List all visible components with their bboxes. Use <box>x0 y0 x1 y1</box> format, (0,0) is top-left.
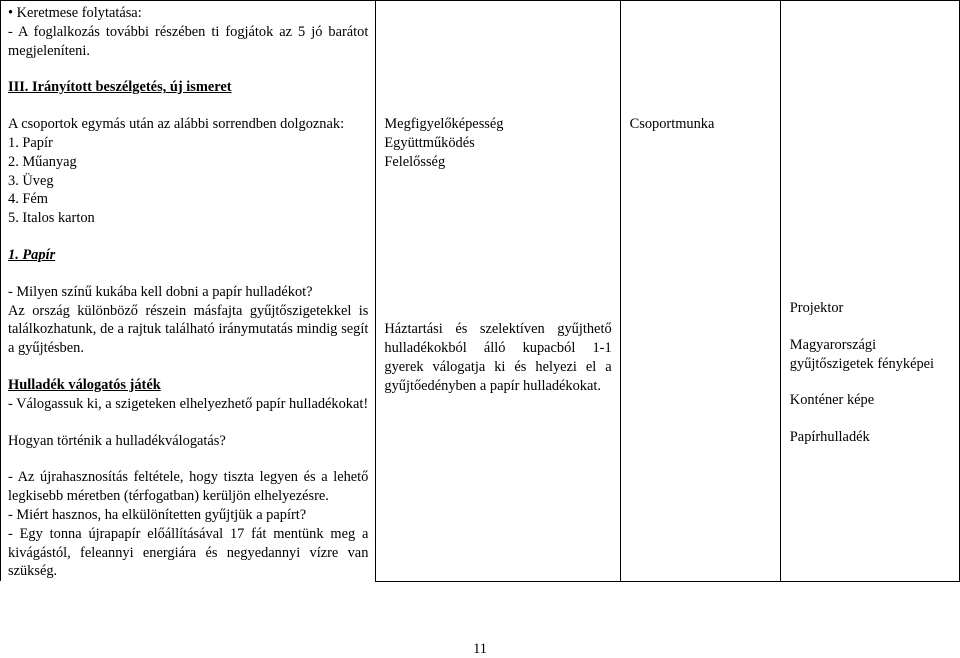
table-row <box>1 1 960 582</box>
tools-cell <box>780 1 959 582</box>
list-item: 2. Műanyag <box>8 153 77 170</box>
bullet-text: - A foglalkozás további részében ti fogjátok az 5 jó barátot megjeleníteni. <box>8 23 369 59</box>
competence-item: Felelősség <box>384 153 446 170</box>
page-number: 11 <box>473 641 487 657</box>
answer-text: - Egy tonna újrapapír előállításával 17 fát mentünk meg a kivágástól, feleannyi energiára és negyedannyi vízre van szükség. <box>8 525 369 580</box>
question-text: - Miért hasznos, ha elkülönítetten gyűjtjük a papírt? <box>8 506 307 523</box>
question-text: - Milyen színű kukába kell dobni a papír hulladékot? <box>8 283 313 300</box>
tool-item: Konténer képe <box>789 392 875 409</box>
question-text: Hogyan történik a hulladékválogatás? <box>8 432 226 449</box>
tool-item: Projektor <box>789 300 844 316</box>
game-title: Hulladék válogatós játék <box>8 376 161 393</box>
competence-item: Megfigyelőképesség <box>384 116 504 132</box>
bullet-title: • Keretmese folytatása: <box>8 5 142 21</box>
competence-cell <box>376 1 620 582</box>
subsection-title: 1. Papír <box>8 246 56 263</box>
intro-text: A csoportok egymás után az alábbi sorrendben dolgoznak: <box>8 116 345 133</box>
method-text: Háztartási és szelektíven gyűjthető hulladékokból álló kupacból 1-1 gyerek válogatja ki és helyezi el a gyűjtőedényben a papír hulladékokat. <box>384 321 612 394</box>
tool-item: Papírhulladék <box>789 429 870 446</box>
work-form-cell <box>620 1 780 582</box>
list-item: 1. Papír <box>8 134 53 151</box>
activity-cell <box>1 1 376 582</box>
list-item: 3. Üveg <box>8 172 54 189</box>
section-title: III. Irányított beszélgetés, új ismeret <box>8 79 232 96</box>
answer-text: - Az újrahasznosítás feltétele, hogy tiszta legyen és a lehető legkisebb méretben (térfogatban) kerüljön elhelyezésre. <box>8 469 369 505</box>
list-item: 4. Fém <box>8 191 48 208</box>
tool-item: Magyarországi gyűjtőszigetek fényképei <box>789 336 935 372</box>
paragraph-text: Az ország különböző részein másfajta gyűjtőszigetekkel is találkozhatunk, de a rajtuk található iránymutatás mindig segít a gyűjtésben. <box>8 302 369 357</box>
work-form-text: Csoportmunka <box>629 116 715 132</box>
list-item: 5. Italos karton <box>8 210 95 227</box>
competence-item: Együttműködés <box>384 134 475 151</box>
game-text: - Válogassuk ki, a szigeteken elhelyezhető papír hulladékokat! <box>8 395 369 412</box>
